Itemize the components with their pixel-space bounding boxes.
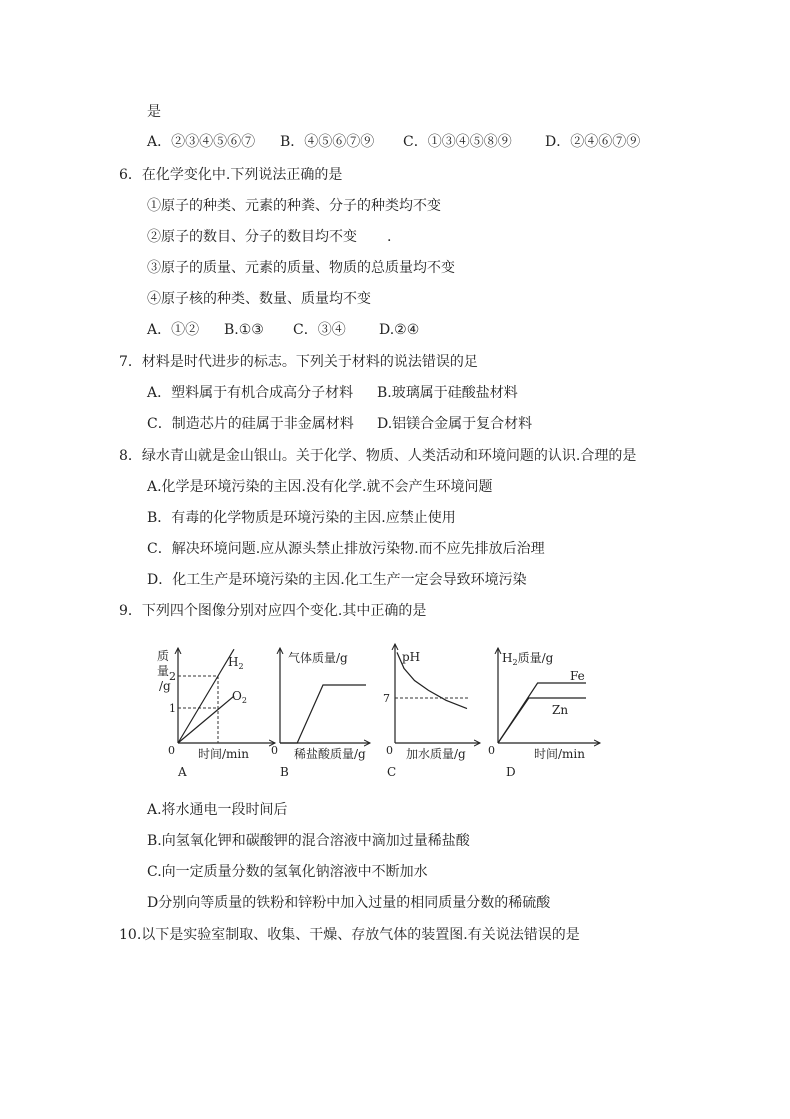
q5-option-a: A．②③④⑤⑥⑦	[147, 134, 256, 150]
q5-option-b: B．④⑤⑥⑦⑨	[280, 134, 375, 150]
graph-a	[157, 648, 275, 779]
graph-a-ytick-1: 1	[169, 702, 176, 715]
q5-continuation: 是	[147, 104, 161, 120]
q6-item-1: ①原子的种类、元素的种粪、分子的种类均不变	[147, 198, 441, 214]
q7-option-c: C．制造芯片的硅属于非金属材料	[147, 416, 354, 432]
q5-option-c: C．①③④⑤⑧⑨	[403, 134, 512, 150]
graph-d-fe-label: Fe	[570, 669, 585, 683]
graph-a-o2-label: $O_2$	[232, 689, 247, 705]
q9-stem: 9．下列四个图像分别对应四个变化.其中正确的是	[119, 603, 427, 619]
q6-item-4: ④原子核的种类、数量、质量均不变	[147, 291, 371, 307]
q6-item-2: ②原子的数目、分子的数目均不变	[147, 229, 357, 245]
q5-option-d: D．②④⑥⑦⑨	[545, 134, 641, 150]
graph-a-ytick-2: 2	[169, 670, 176, 683]
graph-a-xlabel: 时间/min	[198, 747, 249, 761]
q7-option-b: B.玻璃属于硅酸盐材料	[377, 385, 518, 401]
graph-d-zn-line	[498, 698, 586, 743]
q9-graphs	[150, 638, 620, 780]
graph-d-zn-label: Zn	[552, 703, 569, 717]
graph-a-ylabel-2: 量	[157, 664, 170, 678]
graph-c-ylabel: pH	[402, 650, 421, 664]
graph-d-panel-label: D	[506, 765, 516, 779]
graph-d	[488, 648, 600, 779]
graph-c-ytick-7: 7	[383, 692, 390, 705]
q6-stem: 6．在化学变化中.下列说法正确的是	[119, 167, 343, 183]
graph-a-ylabel-3: /g	[159, 679, 171, 693]
q5-options	[147, 132, 640, 152]
graph-c-xlabel: 加水质量/g	[406, 747, 466, 761]
graph-b-ylabel: 气体质量/g	[288, 651, 348, 665]
q8-option-c: C．解决环境问题.应从源头禁止排放污染物.而不应先排放后治理	[147, 541, 545, 557]
q9-graphs-svg	[150, 638, 620, 780]
q8-option-a: A.化学是环境污染的主因.没有化学.就不会产生环境问题	[147, 479, 493, 495]
q6-item-3: ③原子的质量、元素的质量、物质的总质量均不变	[147, 260, 455, 276]
q6-stray-dot: .	[387, 229, 392, 245]
graph-d-fe-line	[498, 683, 586, 743]
graph-c-panel-label: C	[387, 765, 397, 779]
graph-d-origin: 0	[488, 744, 495, 757]
q6-options	[147, 320, 419, 340]
q7-options-row2	[147, 414, 532, 434]
graph-a-panel-label: A	[178, 765, 187, 779]
q10-stem: 10.以下是实验室制取、收集、干燥、存放气体的装置图.有关说法错误的是	[119, 927, 580, 943]
q9-option-b: B.向氢氧化钾和碳酸钾的混合溶液中滴加过量稀盐酸	[147, 833, 470, 849]
q7-stem: 7．材料是时代进步的标志。下列关于材料的说法错误的足	[119, 354, 478, 370]
q7-option-a: A．塑料属于有机合成高分子材料	[147, 385, 354, 401]
q8-option-b: B．有毒的化学物质是环境污染的主因.应禁止使用	[147, 510, 456, 526]
graph-a-origin: 0	[168, 744, 175, 757]
q7-option-d: D.铝镁合金属于复合材料	[377, 416, 533, 432]
q6-option-b: B.①③	[224, 322, 264, 338]
graph-a-o2-line	[178, 696, 234, 743]
q9-option-a: A.将水通电一段时间后	[147, 802, 288, 818]
graph-b-gas-line	[280, 685, 366, 743]
q8-option-d: D．化工生产是环境污染的主因.化工生产一定会导致环境污染	[147, 572, 527, 588]
q8-stem: 8．绿水青山就是金山银山。关于化学、物质、人类活动和环境问题的认识.合理的是	[119, 448, 637, 464]
q9-option-d: D分别向等质量的铁粉和锌粉中加入过量的相同质量分数的稀硫酸	[147, 895, 551, 911]
graph-a-h2-label: $H_2$	[228, 655, 244, 671]
graph-d-xlabel: 时间/min	[534, 747, 585, 761]
q6-option-d: D.②④	[379, 322, 420, 338]
graph-d-ylabel: $H_2$质量/g	[502, 651, 554, 667]
graph-b-panel-label: B	[280, 765, 289, 779]
graph-c-origin: 0	[386, 744, 393, 757]
graph-b-origin: 0	[271, 744, 278, 757]
q9-option-c: C.向一定质量分数的氢氧化钠溶液中不断加水	[147, 864, 428, 880]
q6-option-c: C．③④	[293, 322, 346, 338]
graph-b-xlabel: 稀盐酸质量/g	[294, 747, 366, 761]
graph-a-ylabel-1: 质	[157, 649, 170, 663]
graph-b	[271, 648, 370, 779]
graph-a-h2-line	[178, 649, 234, 743]
q6-option-a: A．①②	[147, 322, 200, 338]
graph-c	[383, 644, 480, 779]
q7-options-row1	[147, 383, 518, 403]
